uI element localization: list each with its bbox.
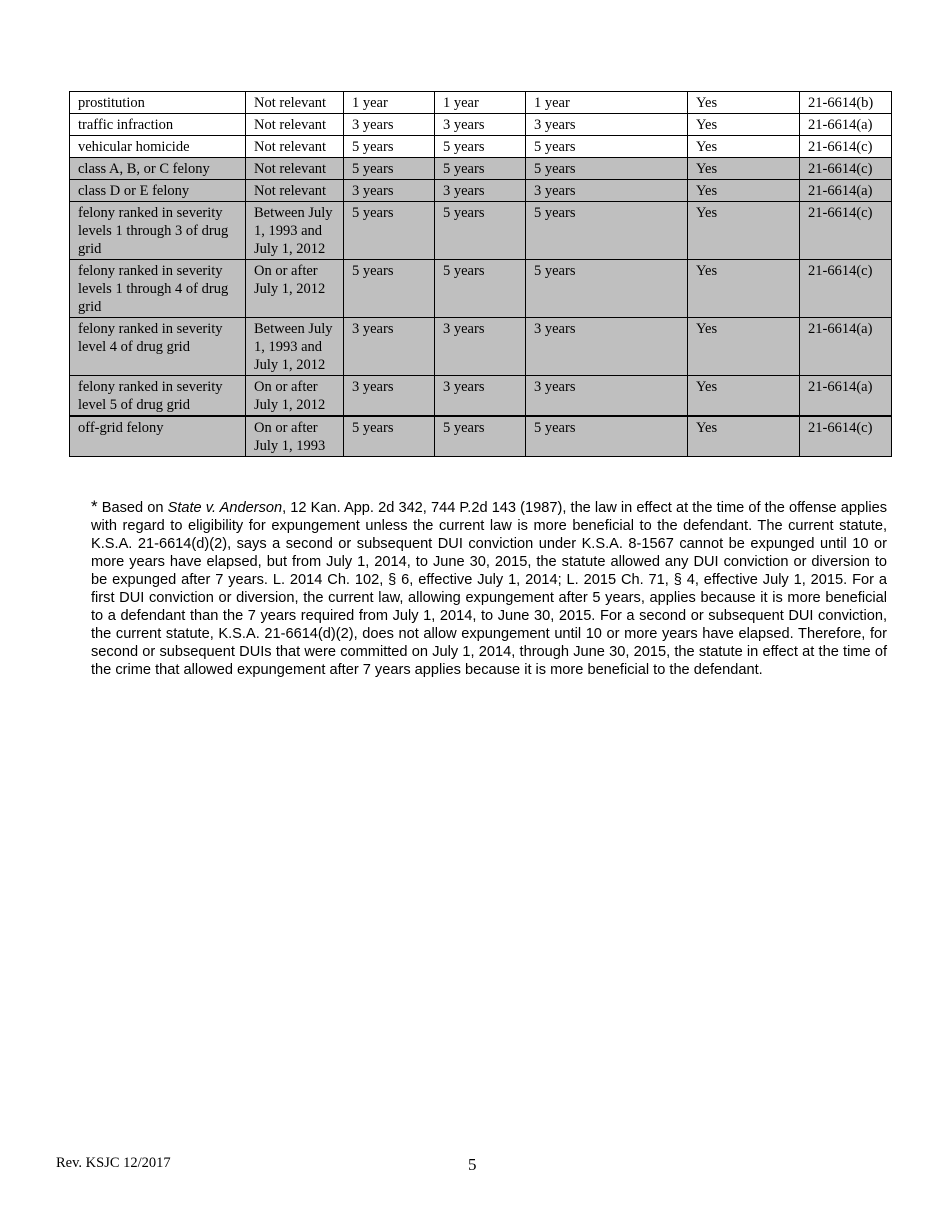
cell-date-committed: On or after July 1, 2012 [246,260,344,318]
table-row [70,416,892,457]
cell-wait-other: 3 years [526,318,688,376]
cell-wait-diversion: 5 years [435,158,526,180]
expungement-table-body [70,92,892,457]
cell-statute: 21-6614(a) [800,114,892,136]
cell-eligible: Yes [688,202,800,260]
cell-wait-conviction: 3 years [344,114,435,136]
cell-date-committed: Not relevant [246,180,344,202]
cell-date-committed: Not relevant [246,92,344,114]
cell-wait-diversion: 3 years [435,114,526,136]
page-number: 5 [468,1155,477,1174]
cell-wait-diversion: 5 years [435,260,526,318]
cell-offense: prostitution [70,92,246,114]
cell-eligible: Yes [688,376,800,417]
cell-offense: felony ranked in severity level 4 of drug grid [70,318,246,376]
footnote-intro: Based on [97,500,168,516]
cell-date-committed: Not relevant [246,114,344,136]
cell-statute: 21-6614(a) [800,180,892,202]
cell-eligible: Yes [688,92,800,114]
table-row [70,180,892,202]
table-row [70,318,892,376]
revision-label: Rev. KSJC 12/2017 [56,1155,171,1171]
cell-wait-other: 5 years [526,416,688,457]
cell-date-committed: On or after July 1, 2012 [246,376,344,417]
cell-offense: vehicular homicide [70,136,246,158]
cell-eligible: Yes [688,114,800,136]
table-row [70,158,892,180]
cell-wait-conviction: 3 years [344,180,435,202]
cell-wait-other: 5 years [526,202,688,260]
cell-date-committed: Not relevant [246,136,344,158]
cell-eligible: Yes [688,260,800,318]
cell-statute: 21-6614(c) [800,260,892,318]
cell-wait-diversion: 5 years [435,202,526,260]
cell-statute: 21-6614(b) [800,92,892,114]
table-row [70,114,892,136]
cell-date-committed: Between July 1, 1993 and July 1, 2012 [246,202,344,260]
cell-offense: class A, B, or C felony [70,158,246,180]
cell-wait-diversion: 3 years [435,318,526,376]
cell-wait-diversion: 5 years [435,136,526,158]
footnote-body: , 12 Kan. App. 2d 342, 744 P.2d 143 (1987), the law in effect at the time of the offense applies with regard to eligibility for expungement unless the current law is more beneficial to the defendant. The current statute, K.S.A. 21-6614(d)(2), says a second or subsequent DUI conviction under K.S.A. 8-1567 cannot be expunged until 10 or more years have elapsed, but from July 1, 2014, to June 30, 2015, the statute allowed any DUI conviction or diversion to be expunged after 7 years. L. 2014 Ch. 102, § 6, effective July 1, 2014; L. 2015 Ch. 71, § 4, effective July 1, 2015. For a first DUI conviction or diversion, the current law, allowing expungement after 5 years, applies because it is more beneficial to a defendant than the 7 years required from July 1, 2014, to June 30, 2015. For a second or subsequent DUI conviction, the current statute, K.S.A. 21-6614(d)(2), does not allow expungement until 10 or more years have elapsed. Therefore, for second or subsequent DUIs that were committed on July 1, 2014, through June 30, 2015, the statute in effect at the time of the crime that allowed expungement after 7 years applies because it is more beneficial to the defendant. [91,500,887,678]
footnote-case-name: State v. Anderson [167,500,283,516]
cell-wait-diversion: 1 year [435,92,526,114]
footnote [91,498,887,679]
cell-wait-other: 5 years [526,260,688,318]
cell-eligible: Yes [688,180,800,202]
cell-wait-other: 1 year [526,92,688,114]
cell-eligible: Yes [688,158,800,180]
cell-wait-other: 5 years [526,158,688,180]
cell-eligible: Yes [688,318,800,376]
cell-eligible: Yes [688,416,800,457]
cell-wait-other: 3 years [526,114,688,136]
cell-wait-conviction: 5 years [344,202,435,260]
cell-statute: 21-6614(c) [800,416,892,457]
cell-wait-conviction: 5 years [344,136,435,158]
expungement-table [69,91,892,457]
cell-wait-conviction: 3 years [344,376,435,417]
cell-date-committed: Between July 1, 1993 and July 1, 2012 [246,318,344,376]
cell-wait-conviction: 1 year [344,92,435,114]
cell-wait-other: 3 years [526,376,688,417]
cell-wait-diversion: 3 years [435,376,526,417]
cell-wait-other: 3 years [526,180,688,202]
cell-wait-diversion: 5 years [435,416,526,457]
footnote-marker: * [91,497,98,516]
cell-statute: 21-6614(a) [800,318,892,376]
table-row [70,376,892,417]
cell-date-committed: On or after July 1, 1993 [246,416,344,457]
cell-offense: felony ranked in severity levels 1 through 3 of drug grid [70,202,246,260]
cell-statute: 21-6614(a) [800,376,892,417]
cell-eligible: Yes [688,136,800,158]
cell-statute: 21-6614(c) [800,202,892,260]
cell-wait-diversion: 3 years [435,180,526,202]
cell-offense: off-grid felony [70,416,246,457]
cell-statute: 21-6614(c) [800,158,892,180]
cell-offense: felony ranked in severity levels 1 through 4 of drug grid [70,260,246,318]
cell-offense: traffic infraction [70,114,246,136]
cell-wait-conviction: 3 years [344,318,435,376]
cell-statute: 21-6614(c) [800,136,892,158]
cell-wait-conviction: 5 years [344,158,435,180]
cell-date-committed: Not relevant [246,158,344,180]
table-row [70,92,892,114]
cell-offense: felony ranked in severity level 5 of drug grid [70,376,246,417]
cell-wait-conviction: 5 years [344,416,435,457]
cell-wait-conviction: 5 years [344,260,435,318]
table-row [70,136,892,158]
cell-wait-other: 5 years [526,136,688,158]
table-row [70,202,892,260]
table-row [70,260,892,318]
cell-offense: class D or E felony [70,180,246,202]
